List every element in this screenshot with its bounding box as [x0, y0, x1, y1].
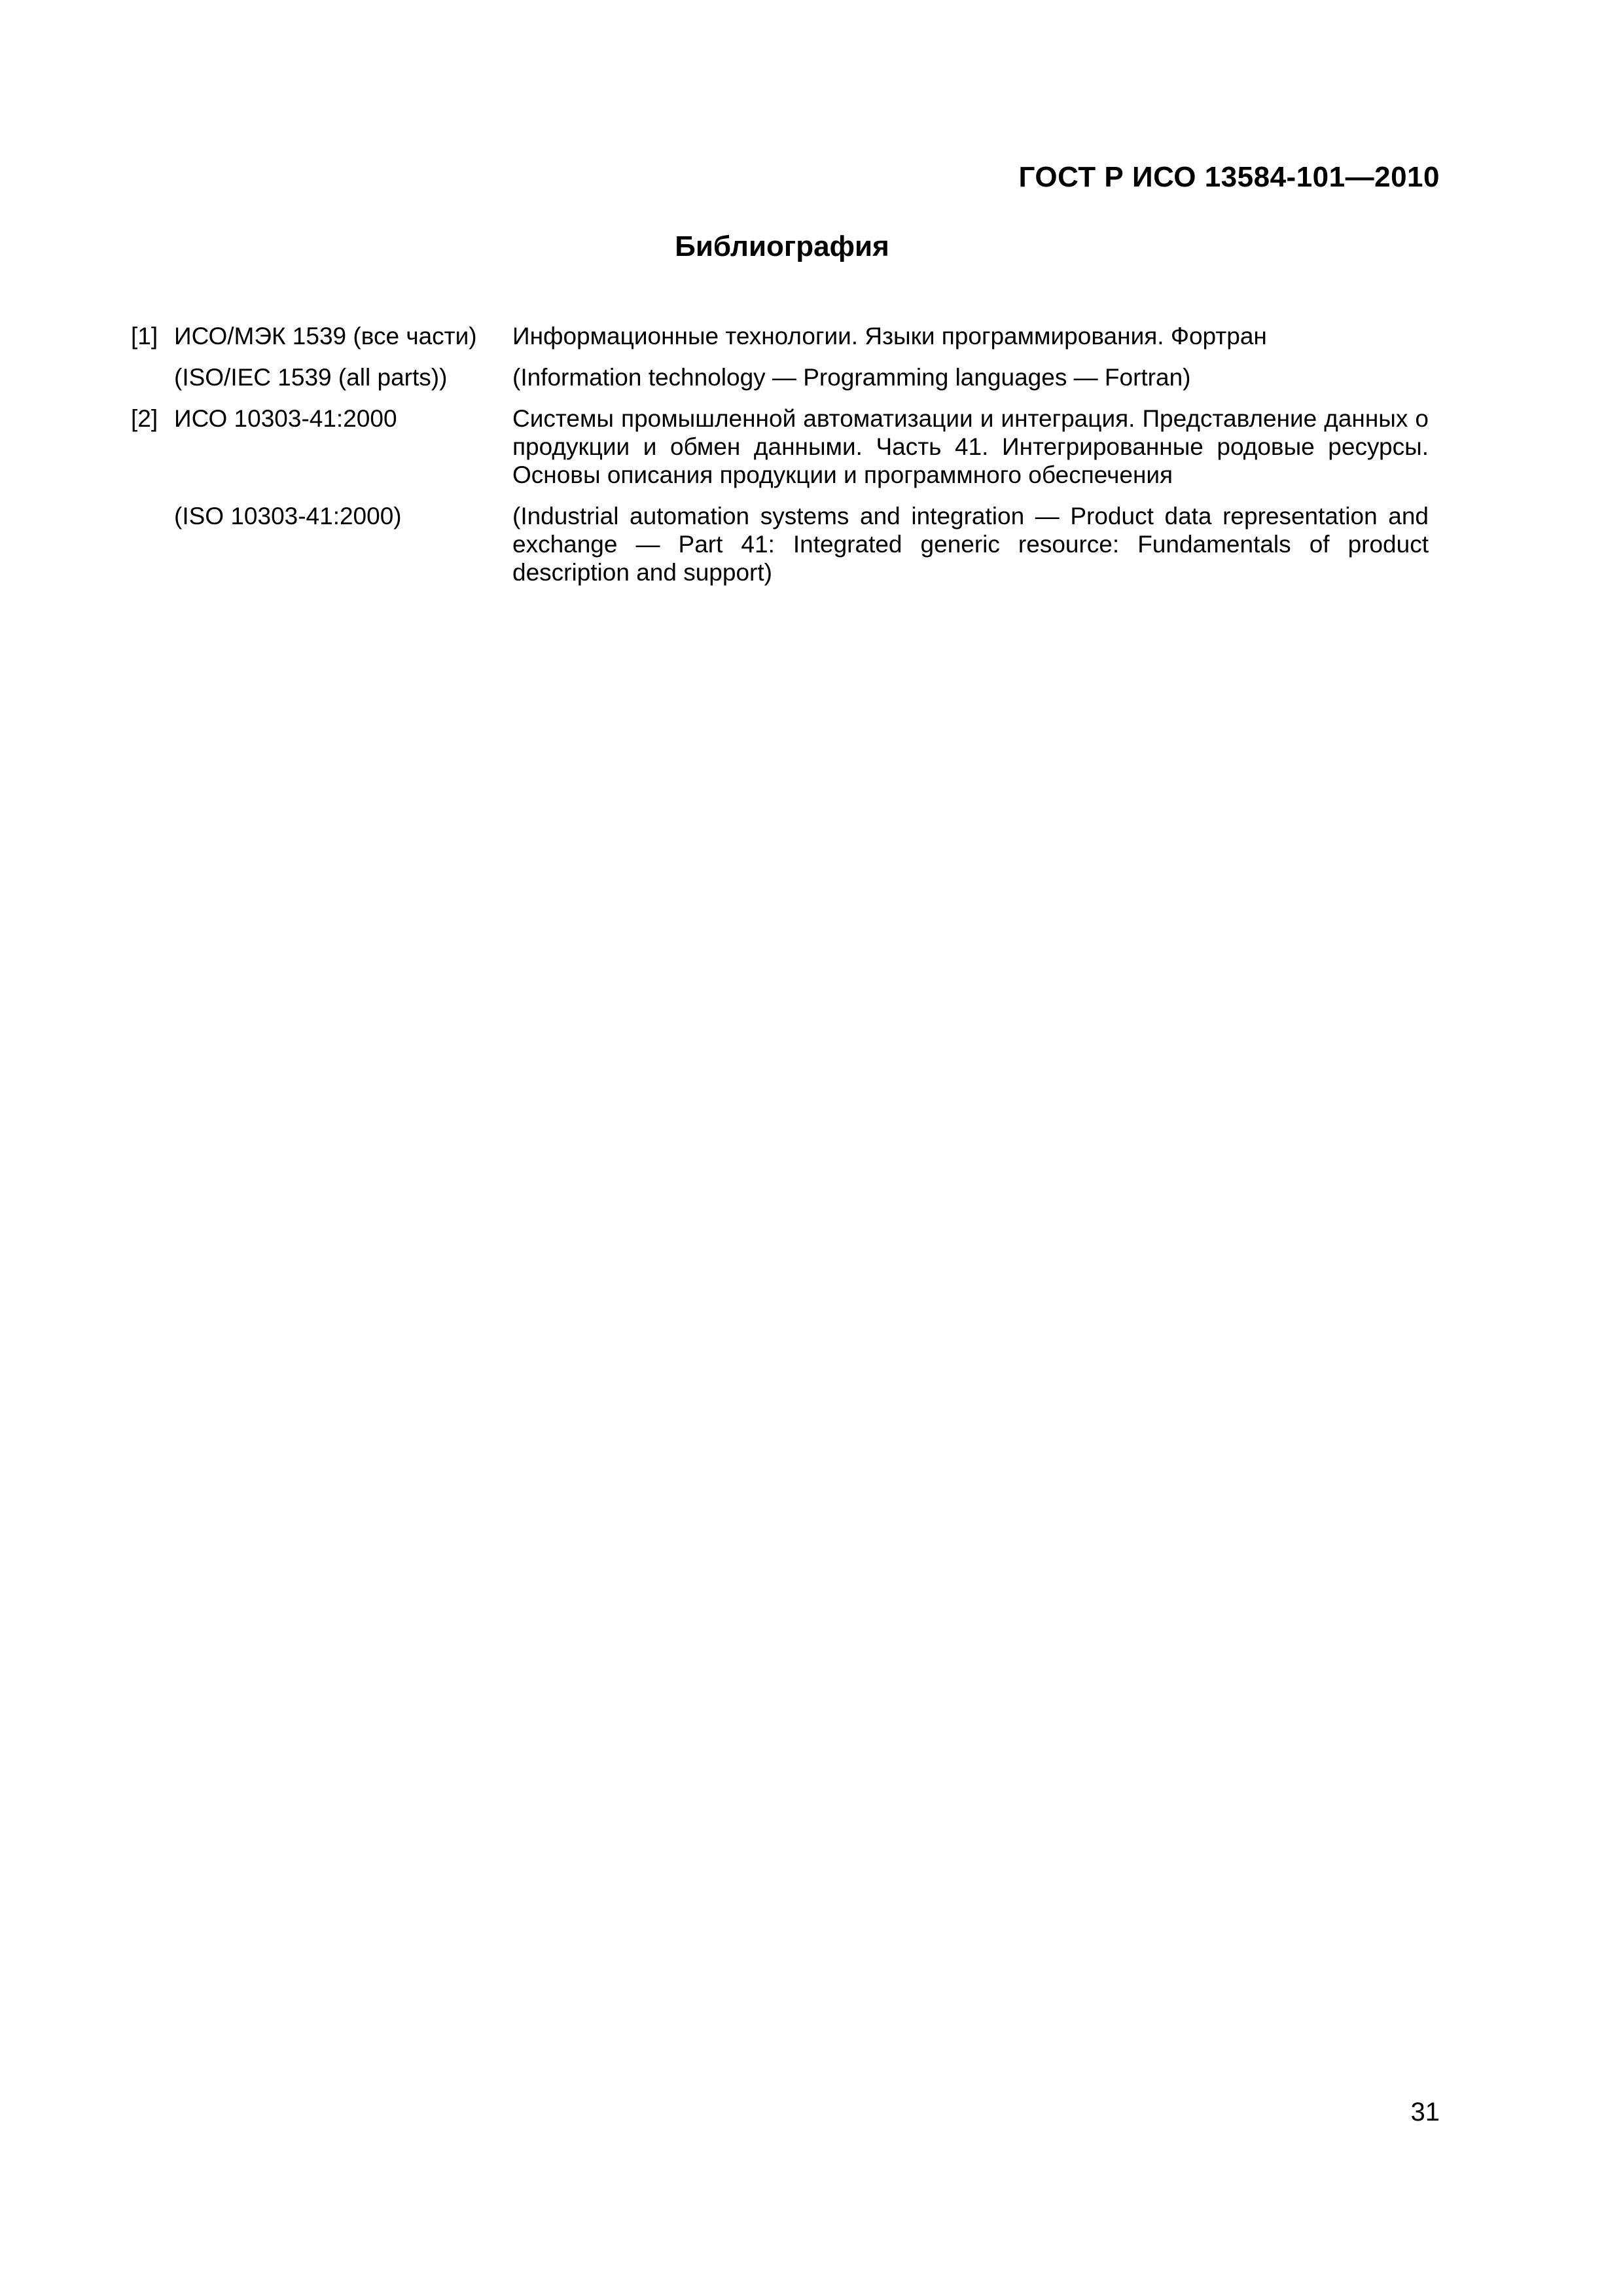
entry-title: Информационные технологии. Языки программирования. Фортран [512, 323, 1267, 350]
entry-reference: (ISO 10303-41:2000) [174, 503, 402, 529]
entry-number: [1] [131, 323, 158, 350]
entry-reference: ИСО 10303-41:2000 [174, 405, 397, 432]
bibliography-entry [131, 363, 1429, 391]
entry-title: Системы промышленной автоматизации и интеграция. Представление данных о продукции и обмен данными. Часть 41. Интегрированные родовые ресурсы. Основы описания продукции и программного обеспечения [512, 405, 1429, 488]
bibliography-entry [131, 404, 1429, 489]
page-number: 31 [1410, 2098, 1440, 2126]
entry-title: (Information technology — Programming languages — Fortran) [512, 364, 1191, 391]
entry-reference: (ISO/IEC 1539 (all parts)) [174, 364, 448, 391]
bibliography-entry [131, 502, 1429, 586]
entry-reference: ИСО/МЭК 1539 (все части) [174, 323, 477, 350]
entry-title: (Industrial automation systems and integration — Product data representation and exchange — Part 41: Integrated generic resource: Fundamentals of product description and support) [512, 503, 1429, 586]
entry-number: [2] [131, 405, 158, 432]
bibliography-entry [131, 322, 1429, 350]
section-title: Библиография [675, 230, 889, 262]
document-code: ГОСТ Р ИСО 13584-101—2010 [1018, 161, 1440, 193]
bibliography-list [131, 322, 1429, 586]
